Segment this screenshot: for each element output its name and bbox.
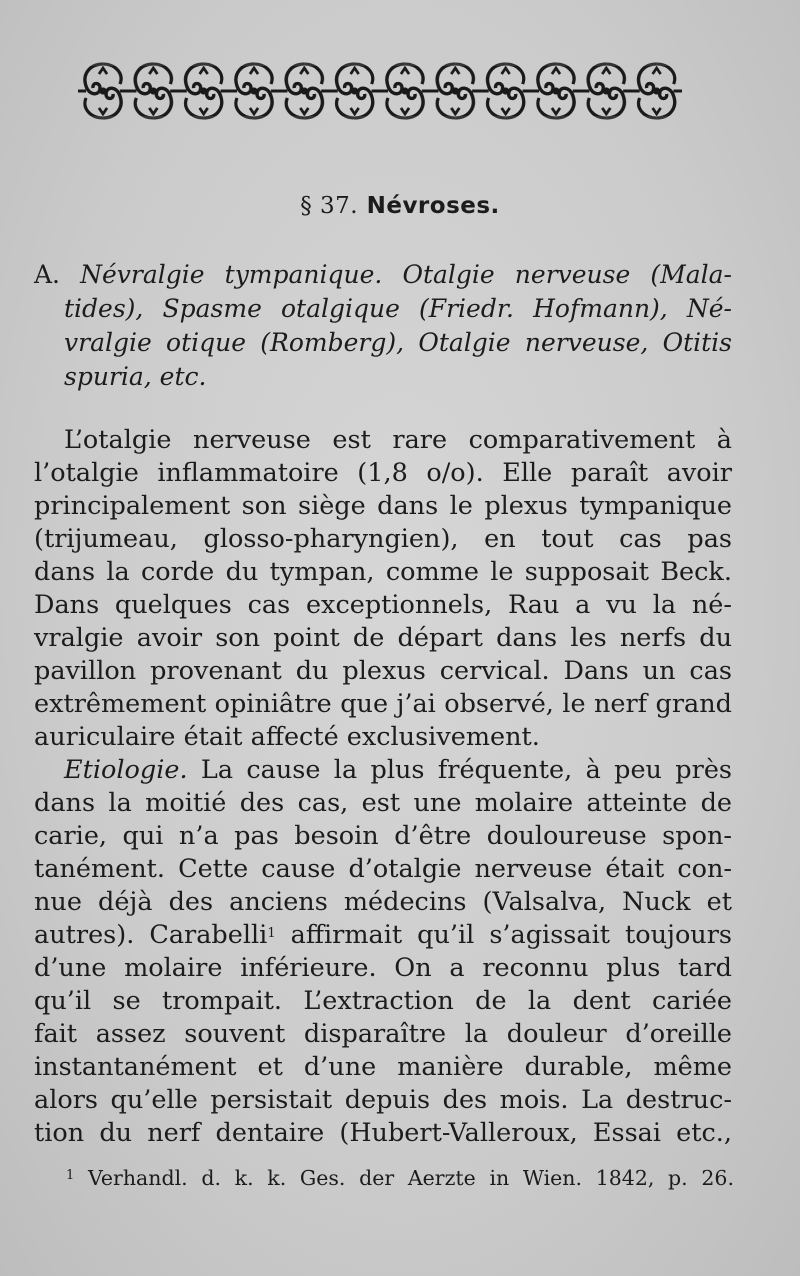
text-line: vralgie avoir son point de départ dans les nerfs du bbox=[34, 623, 732, 653]
section-number: § 37. bbox=[300, 193, 359, 219]
subsection-line: A. Névralgie tympanique. Otalgie nerveuse (Mala- bbox=[34, 260, 732, 289]
text-line: dans la moitié des cas, est une molaire atteinte de bbox=[34, 788, 732, 818]
text-line: tion du nerf dentaire (Hubert-Valleroux, Essai etc., bbox=[34, 1118, 732, 1148]
subsection-label: A. bbox=[34, 260, 61, 289]
text-line: Dans quelques cas exceptionnels, Rau a vu la né- bbox=[34, 590, 732, 620]
text-line: alors qu’elle persistait depuis des mois. La destruc- bbox=[34, 1085, 732, 1115]
text-line: d’une molaire inférieure. On a reconnu plus tard bbox=[34, 953, 732, 983]
text-line: auriculaire était affecté exclusivement. bbox=[34, 722, 540, 752]
text-line: l’otalgie inflammatoire (1,8 o/o). Elle paraît avoir bbox=[34, 458, 732, 488]
section-title: Névroses. bbox=[366, 193, 500, 219]
text-line: pavillon provenant du plexus cervical. Dans un cas bbox=[34, 656, 732, 686]
footnote bbox=[66, 1164, 734, 1192]
text-line: tanément. Cette cause d’otalgie nerveuse était con- bbox=[34, 854, 732, 884]
text-line: principalement son siège dans le plexus tympanique bbox=[34, 491, 732, 521]
footnote-reference: 1 bbox=[267, 926, 276, 941]
text-line: nue déjà des anciens médecins (Valsalva, Nuck et bbox=[34, 887, 732, 917]
text-line: instantanément et d’une manière durable, même bbox=[34, 1052, 732, 1082]
section-heading bbox=[0, 193, 800, 219]
text-line: Etiologie. La cause la plus fréquente, à peu près bbox=[64, 755, 732, 785]
text-line: extrêmement opiniâtre que j’ai observé, le nerf grand bbox=[34, 689, 732, 719]
text-line: (trijumeau, glosso-pharyngien), en tout cas pas bbox=[34, 524, 732, 554]
text-line: dans la corde du tympan, comme le supposait Beck. bbox=[34, 557, 732, 587]
text-line: autres). Carabelli$^1$ affirmait qu’il s’agissait toujours bbox=[34, 920, 733, 950]
footnote-text: Verhandl. d. k. k. Ges. der Aerzte in Wien. 1842, p. 26. bbox=[87, 1166, 734, 1190]
subsection-line: tides), Spasme otalgique (Friedr. Hofmann), Né- bbox=[64, 294, 732, 323]
text-line: fait assez souvent disparaître la douleur d’oreille bbox=[34, 1019, 732, 1049]
text-line: carie, qui n’a pas besoin d’être douloureuse spon- bbox=[34, 821, 732, 851]
subsection-line: spuria, etc. bbox=[64, 362, 207, 391]
subsection-line: vralgie otique (Romberg), Otalgie nerveuse, Otitis bbox=[64, 328, 732, 357]
etiology-label: Etiologie. bbox=[64, 755, 188, 785]
text-line: qu’il se trompait. L’extraction de la dent cariée bbox=[34, 986, 732, 1016]
text-line: L’otalgie nerveuse est rare comparativement à bbox=[64, 425, 732, 455]
decorative-header-ornament bbox=[78, 60, 682, 122]
footnote-mark: 1 bbox=[66, 1168, 75, 1183]
